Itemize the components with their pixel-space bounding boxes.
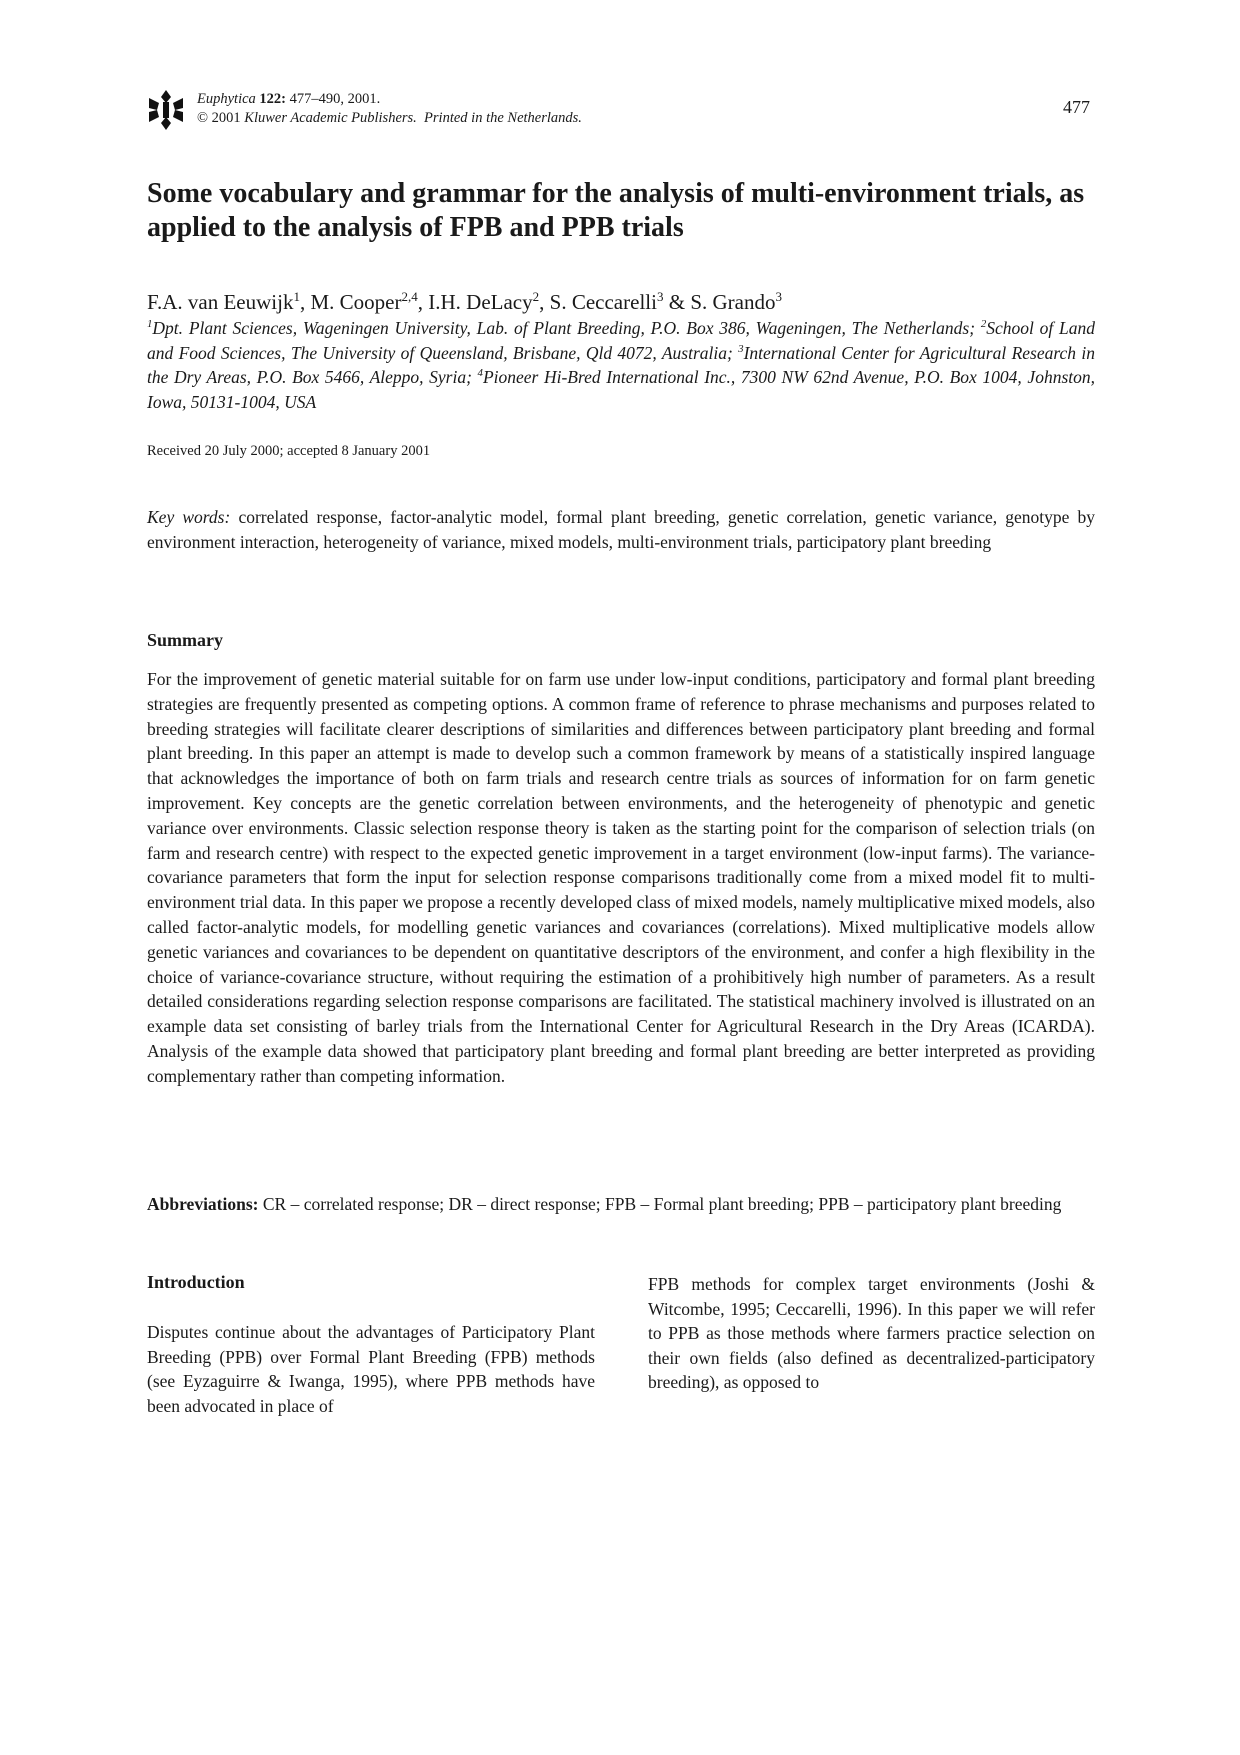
summary-heading: Summary (147, 630, 223, 650)
received-dates: Received 20 July 2000; accepted 8 January 2001 (147, 443, 431, 459)
affiliation: $^1$Dpt. Plant Sciences, Wageningen University, Lab. of Plant Breeding, P.O. Box 386, Wageningen, The Netherlands; (147, 318, 976, 338)
keywords-text: correlated response, factor-analytic model, formal plant breeding, genetic correlation, genetic variance, genotype by environment interaction, heterogeneity of variance, mixed models, multi-environment trials, participatory plant breeding (147, 507, 1095, 552)
affiliation: $^3$International Center for Agricultural Research in the Dry Areas, P.O. Box 5466, Aleppo, Syria; (147, 342, 1095, 387)
journal-line-1 (197, 90, 582, 109)
introduction-heading: Introduction (147, 1272, 245, 1292)
introduction-left-column: Disputes continue about the advantages of Participatory Plant Breeding (PPB) over Formal Plant Breeding (FPB) methods (see Eyzaguirre & Iwanga, 1995), where PPB methods have been advocated in place of (147, 1322, 595, 1416)
affiliation: $^2$School of Land and Food Sciences, The University of Queensland, Brisbane, Qld 4072, Australia; (147, 318, 1095, 363)
publisher-name: Kluwer Academic Publishers. (244, 110, 417, 126)
affiliations (147, 316, 1095, 414)
abbreviations (147, 1192, 1095, 1217)
journal-name: Euphytica (197, 91, 256, 107)
author: F.A. van Eeuwijk$^1$, (147, 289, 311, 314)
page-number: 477 (1063, 97, 1090, 117)
keywords (147, 505, 1095, 554)
printed-in: Printed in the Netherlands. (424, 110, 582, 126)
abbreviations-text: CR – correlated response; DR – direct response; FPB – Formal plant breeding; PPB – participatory plant breeding (262, 1194, 1062, 1214)
author: I.H. DeLacy$^2$, (428, 289, 550, 314)
publisher-logo-icon (147, 88, 185, 132)
journal-line-2 (197, 109, 582, 128)
copyright-year: © 2001 (197, 110, 241, 126)
author: M. Cooper$^{2,4}$, (310, 289, 429, 314)
author-list (147, 289, 782, 315)
summary-body: For the improvement of genetic material suitable for on farm use under low-input conditions, participatory and formal plant breeding strategies are frequently presented as competing options. A common frame of reference to phrase mechanisms and purposes related to breeding strategies will facilitate clearer descriptions of similarities and differences between participatory plant breeding and formal plant breeding. In this paper an attempt is made to develop such a common framework by means of a statistically inspired language that acknowledges the importance of both on farm trials and research centre trials as sources of information for on farm genetic improvement. Key concepts are the genetic correlation between environments, and the heterogeneity of phenotypic and genetic variance over environments. Classic selection response theory is taken as the starting point for the comparison of selection trials (on farm and research centre) with respect to the expected genetic improvement in a target environment (low-input farms). The variance-covariance parameters that form the input for selection response comparisons traditionally come from a mixed model fit to multi-environment trial data. In this paper we propose a recently developed class of mixed models, namely multiplicative mixed models, also called factor-analytic models, for modelling genetic variances and covariances (correlations). Mixed multiplicative models allow genetic variances and covariances to be dependent on quantitative descriptors of the environment, and confer a high flexibility in the choice of variance-covariance structure, without requiring the estimation of a prohibitively high number of parameters. As a result detailed considerations regarding selection response comparisons are facilitated. The statistical machinery involved is illustrated on an example data set consisting of barley trials from the International Center for Agricultural Research in the Dry Areas (ICARDA). Analysis of the example data showed that participatory plant breeding and formal plant breeding are better interpreted as providing complementary rather than competing information. (147, 669, 1095, 1086)
introduction-right-column: FPB methods for complex target environments (Joshi & Witcombe, 1995; Ceccarelli, 1996). In this paper we will refer to PPB as those methods where farmers practice selection on their own fields (also defined as decentralized-participatory breeding), as opposed to (648, 1274, 1095, 1392)
author: S. Grando$^3$ (690, 289, 782, 314)
paper-title: Some vocabulary and grammar for the analysis of multi-environment trials, as applied to the analysis of FPB and PPB trials (147, 178, 1085, 243)
abbreviations-label: Abbreviations: (147, 1194, 259, 1214)
author: S. Ceccarelli$^3$ & (549, 289, 691, 314)
journal-volume: 122: (259, 91, 287, 107)
affiliation: $^4$Pioneer Hi-Bred International Inc., 7300 NW 62nd Avenue, P.O. Box 1004, Johnston, Iowa, 50131-1004, USA (147, 367, 1095, 412)
journal-pages-year: 477–490, 2001. (289, 91, 381, 107)
keywords-label: Key words: (147, 507, 231, 527)
journal-citation (197, 90, 582, 128)
